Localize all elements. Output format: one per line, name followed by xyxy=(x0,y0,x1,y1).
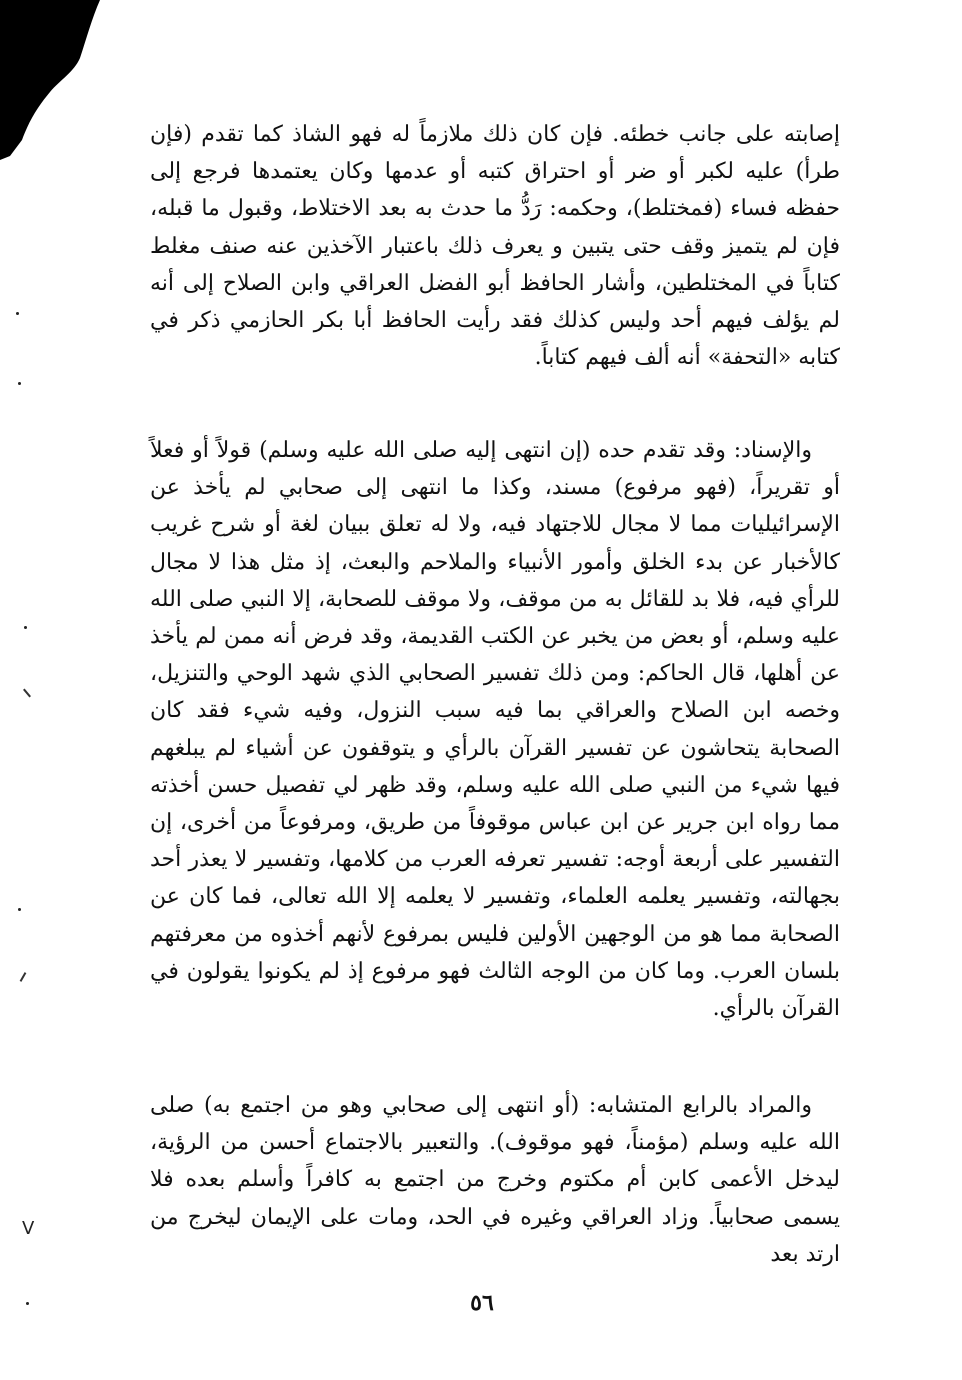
scan-speck xyxy=(20,972,27,982)
paragraph-2: والإسناد: وقد تقدم حده (إن انتهى إليه صلى الله عليه وسلم) قولاً أو فعلاً أو تقريراً، (فهو مرفوع) مسند، وكذا ما انتهى إلى صحابي لم يأخذ عن الإسرائيليات مما لا مجال للاجتهاد فيه، ولا له تعلق ببيان لغة أو شرح غريب كالأخبار عن بدء الخلق وأمور الأنبياء والملاحم والبعث، إذ مثل هذا لا مجال للرأي فيه، فلا بد للقائل به من موقف، ولا موقف للصحابة، إلا النبي صلى الله عليه وسلم، أو بعض من يخبر عن الكتب القديمة، وقد فرض أنه ممن لم يأخذ عن أهلها، قال الحاكم: ومن ذلك تفسير الصحابي الذي شهد الوحي والتنزيل، وخصه ابن الصلاح والعراقي بما فيه سبب النزول، وفيه شيء فقد كان الصحابة يتحاشون عن تفسير القرآن بالرأي و يتوقفون عن أشياء لم يبلغهم فيها شيء من النبي صلى الله عليه وسلم، وقد ظهر لي تفصيل حسن أخذته مما رواه ابن جرير عن ابن عباس موقوفاً من طريق، ومرفوعاً من أخرى، إن التفسير على أربعة أوجه: تفسير تعرفه العرب من كلامها، وتفسير لا يعذر أحد بجهالته، وتفسير يعلمه العلماء، وتفسير لا يعلمه إلا الله تعالى، فما كان عن الصحابة مما هو من الوجهين الأولين فليس بمرفوع لأنهم أخذوه من معرفتهم بلسان العرب. وما كان من الوجه الثالث فهو مرفوع إذ لم يكونوا يقولون في القرآن بالرأي. xyxy=(150,438,840,1022)
scan-speck xyxy=(24,626,27,629)
page-number: ٥٦ xyxy=(470,1290,494,1316)
scan-speck xyxy=(26,1302,29,1305)
margin-mark-v: V xyxy=(22,1218,35,1239)
scan-speck xyxy=(23,689,31,698)
scan-edge-shadow xyxy=(0,0,110,160)
scan-speck xyxy=(18,382,21,385)
scan-speck xyxy=(18,908,21,911)
paragraph-3: والمراد بالرابع المتشابه: (أو انتهى إلى صحابي وهو من اجتمع به) صلى الله عليه وسلم (مؤمناً، فهو موقوف). والتعبير بالاجتماع أحسن من الرؤية، ليدخل الأعمى كابن أم مكتوم وخرج من اجتمع به كافراً وأسلم بعده فلا يسمى صحابياً. وزاد العراقي وغيره في الحد، ومات على الإيمان ليخرج من ارتد بعد xyxy=(150,1093,840,1267)
scan-speck xyxy=(16,312,19,315)
paragraph-1: إصابته على جانب خطئه. فإن كان ذلك ملازماً له فهو الشاذ كما تقدم (فإن طرأ) عليه لكبر أو ضر أو احتراق كتبه أو عدمها وكان يعتمدها فرجع إلى حفظه فساء (فمختلط)، وحكمه: رَدُّ ما حدث به بعد الاختلاط، وقبول ما قبله، فإن لم يتميز وقف حتى يتبين و يعرف ذلك باعتبار الآخذين عنه صنف مغلط كتاباً في المختلطين، وأشار الحافظ أبو الفضل العراقي وابن الصلاح إلى أنه لم يؤلف فيهم أحد وليس كذلك فقد رأيت الحافظ أبا بكر الحازمي ذكر في كتابه «التحفة» أنه ألف فيهم كتاباً. xyxy=(150,122,840,371)
